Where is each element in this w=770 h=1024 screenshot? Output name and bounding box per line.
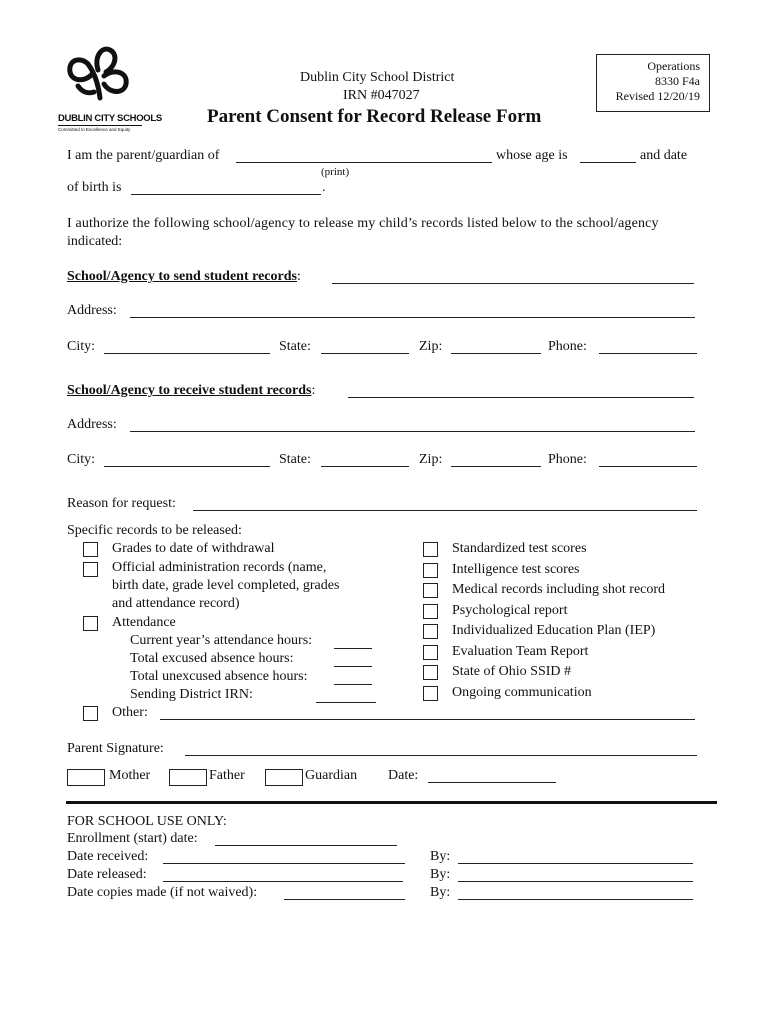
unexcused-hours-field[interactable] — [334, 684, 372, 685]
official-records-label-3: and attendance record) — [112, 596, 240, 611]
send-heading-text: School/Agency to send student records — [67, 269, 297, 284]
iep-label: Individualized Education Plan (IEP) — [452, 623, 656, 638]
by-label-3: By: — [430, 885, 451, 900]
enrollment-field[interactable] — [215, 845, 397, 846]
receive-state-label: State: — [279, 452, 311, 467]
attendance-label: Attendance — [112, 615, 176, 630]
parent-label: I am the parent/guardian of — [67, 148, 220, 163]
receive-phone-field[interactable] — [599, 466, 697, 467]
mother-label: Mother — [109, 768, 151, 783]
authorize-line-2: indicated: — [67, 234, 123, 249]
receive-heading-colon: : — [311, 383, 316, 398]
logo-text: DUBLIN CITY SCHOOLS — [58, 113, 162, 124]
copies-field[interactable] — [284, 899, 405, 900]
psychological-report-checkbox[interactable] — [423, 604, 438, 619]
received-field[interactable] — [163, 863, 405, 864]
send-address-field[interactable] — [130, 317, 695, 318]
authorize-line-1: I authorize the following school/agency to release my child’s records listed below to the school/agency — [67, 216, 659, 231]
medical-records-label: Medical records including shot record — [452, 582, 666, 597]
ssid-label: State of Ohio SSID # — [452, 664, 571, 679]
send-heading-colon: : — [296, 269, 301, 284]
by-label-1: By: — [430, 849, 451, 864]
school-use-heading: FOR SCHOOL USE ONLY: — [67, 814, 227, 829]
send-city-field[interactable] — [104, 353, 270, 354]
current-hours-label: Current year’s attendance hours: — [130, 633, 313, 648]
guardian-label: Guardian — [305, 768, 358, 783]
send-phone-label: Phone: — [548, 339, 587, 354]
receive-phone-label: Phone: — [548, 452, 587, 467]
signature-date-label: Date: — [388, 768, 419, 783]
ongoing-communication-checkbox[interactable] — [423, 686, 438, 701]
evaluation-report-checkbox[interactable] — [423, 645, 438, 660]
other-field[interactable] — [160, 719, 695, 720]
logo-tagline: Committed to Excellence and Equity — [58, 127, 131, 132]
district-logo — [58, 42, 162, 132]
grades-checkbox[interactable] — [83, 542, 98, 557]
ops-line-3: Revised 12/20/19 — [615, 89, 700, 103]
signature-label: Parent Signature: — [67, 741, 164, 756]
receive-city-label: City: — [67, 452, 96, 467]
irn-number: IRN #047027 — [343, 88, 420, 103]
excused-hours-field[interactable] — [334, 666, 372, 667]
reason-label: Reason for request: — [67, 496, 176, 511]
sending-irn-label: Sending District IRN: — [130, 687, 253, 702]
standardized-scores-label: Standardized test scores — [452, 541, 587, 556]
age-field[interactable] — [580, 162, 636, 163]
grades-label: Grades to date of withdrawal — [112, 541, 275, 556]
other-checkbox[interactable] — [83, 706, 98, 721]
receive-heading — [67, 383, 315, 399]
ops-line-2: 8330 F4a — [655, 74, 700, 88]
age-label: whose age is — [496, 148, 568, 163]
received-label: Date received: — [67, 849, 149, 864]
excused-hours-label: Total excused absence hours: — [130, 651, 294, 666]
receive-zip-label: Zip: — [419, 452, 443, 467]
clover-logo-icon — [58, 42, 142, 108]
unexcused-hours-label: Total unexcused absence hours: — [130, 669, 308, 684]
standardized-scores-checkbox[interactable] — [423, 542, 438, 557]
other-label: Other: — [112, 705, 148, 720]
send-zip-label: Zip: — [419, 339, 443, 354]
print-note: (print) — [321, 166, 350, 178]
official-records-label-2: birth date, grade level completed, grades — [112, 578, 340, 593]
send-zip-field[interactable] — [451, 353, 541, 354]
father-checkbox[interactable] — [169, 769, 207, 786]
guardian-checkbox[interactable] — [265, 769, 303, 786]
father-label: Father — [209, 768, 245, 783]
child-name-field[interactable] — [236, 162, 492, 163]
receive-school-field[interactable] — [348, 397, 694, 398]
by-field-3[interactable] — [458, 899, 693, 900]
evaluation-report-label: Evaluation Team Report — [452, 644, 589, 659]
signature-date-field[interactable] — [428, 782, 556, 783]
ongoing-communication-label: Ongoing communication — [452, 685, 592, 700]
ops-line-1: Operations — [647, 59, 700, 73]
mother-checkbox[interactable] — [67, 769, 105, 786]
copies-label: Date copies made (if not waived): — [67, 885, 258, 900]
operations-box — [596, 54, 710, 112]
attendance-checkbox[interactable] — [83, 616, 98, 631]
records-heading: Specific records to be released: — [67, 523, 242, 538]
official-records-label-1: Official administration records (name, — [112, 560, 327, 575]
birth-end: . — [322, 180, 326, 195]
official-records-checkbox[interactable] — [83, 562, 98, 577]
signature-field[interactable] — [185, 755, 697, 756]
intelligence-scores-checkbox[interactable] — [423, 563, 438, 578]
released-field[interactable] — [163, 881, 403, 882]
page-title: Parent Consent for Record Release Form — [207, 106, 542, 127]
receive-zip-field[interactable] — [451, 466, 541, 467]
send-state-label: State: — [279, 339, 311, 354]
section-divider — [66, 801, 717, 804]
psychological-report-label: Psychological report — [452, 603, 568, 618]
send-state-field[interactable] — [321, 353, 409, 354]
intelligence-scores-label: Intelligence test scores — [452, 562, 580, 577]
send-city-label: City: — [67, 339, 96, 354]
send-heading — [67, 269, 301, 285]
receive-state-field[interactable] — [321, 466, 409, 467]
receive-heading-text: School/Agency to receive student records — [67, 383, 312, 398]
current-hours-field[interactable] — [334, 648, 372, 649]
medical-records-checkbox[interactable] — [423, 583, 438, 598]
by-label-2: By: — [430, 867, 451, 882]
receive-city-field[interactable] — [104, 466, 270, 467]
date-label: and date — [640, 148, 688, 163]
receive-address-field[interactable] — [130, 431, 695, 432]
sending-irn-field[interactable] — [316, 702, 376, 703]
send-address-label: Address: — [67, 303, 117, 318]
birth-label: of birth is — [67, 180, 122, 195]
by-field-1[interactable] — [458, 863, 693, 864]
send-phone-field[interactable] — [599, 353, 697, 354]
district-name: Dublin City School District — [300, 70, 455, 85]
released-label: Date released: — [67, 867, 147, 882]
birth-date-field[interactable] — [131, 194, 321, 195]
by-field-2[interactable] — [458, 881, 693, 882]
reason-field[interactable] — [193, 510, 697, 511]
iep-checkbox[interactable] — [423, 624, 438, 639]
send-school-field[interactable] — [332, 283, 694, 284]
enrollment-label: Enrollment (start) date: — [67, 831, 198, 846]
ssid-checkbox[interactable] — [423, 665, 438, 680]
receive-address-label: Address: — [67, 417, 117, 432]
